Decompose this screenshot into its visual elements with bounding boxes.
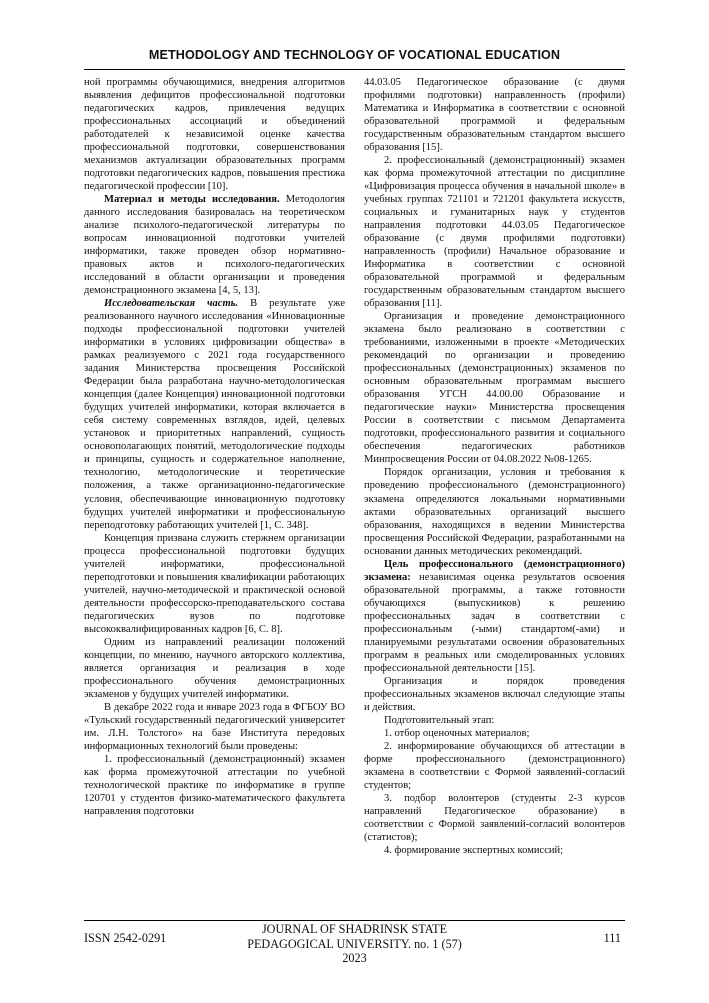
page-footer (84, 922, 625, 965)
paragraph-text: Порядок организации, условия и требования к проведению профессионального (демонстрационного) экзамена определяются локальными нормативными актами образовательных организаций высшего образования, находящихся в ведении Министерства просвещения Российской Федерации, разработанными на основании данных методических рекомендаций. (364, 467, 625, 557)
left-column (84, 76, 345, 818)
paragraph (364, 792, 625, 844)
paragraph-text: ной программы обучающимися, внедрения алгоритмов выявления дефицитов профессиональной подготовки педагогических кадров, привлечения ведущих профессиональных ассоциаций и объединений работодателей к независимой оценке качества профессиональной подготовки, совершенствования механизмов актуализации образовательных программ подготовки педагогических кадров, повышения престижа педагогической профессии [10]. (84, 77, 345, 193)
paragraph-lead: Материал и методы исследования. (104, 194, 280, 206)
running-header: METHODOLOGY AND TECHNOLOGY OF VOCATIONAL EDUCATION (148, 48, 561, 62)
paragraph (84, 753, 345, 818)
paragraph-text: Концепция призвана служить стержнем организации процесса профессиональной подготовки будущих учителей информатики, профессиональной переподготовки и повышения квалификации работающих учителей, научно-методической и практической основой деятельности профессорско-преподавательского состава педагогических вузов по подготовке высококвалифицированных кадров [6, С. 8]. (84, 532, 345, 635)
paragraph-text: Одним из направлений реализации положений концепции, по мнению, научного авторского коллектива, является организация и реализация в ходе профессионального обучения демонстрационных экзаменов у будущих учителей информатики. (84, 636, 345, 700)
paragraph (364, 76, 625, 154)
issn-label: ISSN 2542-0291 (84, 931, 167, 945)
paragraph-text: 3. подбор волонтеров (студенты 2-3 курсов направлений Педагогическое образование) в соответствии с Формой заявлений-согласий волонтеров (статистов); (364, 792, 625, 843)
paragraph-text: 1. отбор оценочных материалов; (384, 727, 530, 739)
header-rule (84, 69, 625, 70)
paragraph (364, 558, 625, 675)
paragraph (364, 844, 625, 857)
paragraph (84, 701, 345, 753)
paragraph (364, 714, 625, 727)
paragraph (364, 154, 625, 310)
paragraph (364, 310, 625, 466)
paragraph-text: Подготовительный этап: (384, 714, 495, 726)
paragraph-text: Организация и порядок проведения профессиональных экзаменов включал следующие этапы и действия. (364, 675, 625, 713)
paragraph-lead: Исследовательская часть. (104, 298, 239, 310)
journal-name-line-1: JOURNAL OF SHADRINSK STATE (261, 922, 448, 936)
paragraph (364, 740, 625, 792)
paragraph-text: В декабре 2022 года и январе 2023 года в ФГБОУ ВО «Тульский государственный педагогический университет им. Л.Н. Толстого» на базе Института передовых информационных технологий были проведены: (84, 701, 345, 752)
paragraph (364, 675, 625, 714)
paragraph-text: 1. профессиональный (демонстрационный) экзамен как форма промежуточной аттестации по учебной технологической практике по информатике в группе 120701 у студентов физико-математического факультета направления подготовки (84, 753, 345, 817)
footer-rule (84, 920, 625, 921)
paragraph (364, 727, 625, 740)
paragraph-text: Методология данного исследования базировалась на теоретическом анализе психолого-педагогической литературы по вопросам инновационной подготовки учителей информатики, также проведен обзор нормативно-правовых актов и психолого-педагогических исследований в области организации и проведения демонстрационного экзамена [4, 5, 13]. (84, 194, 345, 297)
right-column (364, 76, 625, 857)
paragraph-text: В результате уже реализованного научного исследования «Инновационные подходы профессиональной подготовки учителей информатики в условиях цифровизации общества» в рамках реализуемого с 2021 года государственного задания Министерства просвещения Российской Федерации была разработана научно-методологическая концепция (далее Концепция) инновационной подготовки будущих учителей информатики, которая включается в себя систему современных взглядов, идей, целевых установок и приоритетных направлений, сущность основополагающих понятий, методологические подходы и принципы, сущность и содержательное наполнение, технологию, методологические и теоретические положения, а также организационно-педагогические условия, обеспечивающие инновационную подготовку будущих учителей информатики и профессиональную переподготовку работающих учителей [1, С. 348]. (84, 298, 346, 531)
paragraph (84, 76, 345, 193)
journal-name-line-2: PEDAGOGICAL UNIVERSITY. no. 1 (57) 2023 (247, 936, 462, 965)
paragraph (84, 636, 345, 701)
paragraph-lead: Цель профессионального (демонстрационного) экзамена: (364, 558, 625, 583)
paragraph (84, 193, 345, 297)
paragraph-text: 4. формирование экспертных комиссий; (384, 844, 564, 856)
page-number: 111 (603, 931, 621, 945)
paragraph (364, 466, 625, 557)
paragraph-text: 2. информирование обучающихся об аттестации в форме профессионального (демонстрационного) экзамена в соответствии с Формой заявлений-согласий студентов; (364, 740, 625, 791)
paragraph-text: 2. профессиональный (демонстрационный) экзамен как форма промежуточной аттестации по дисциплине «Цифровизация процесса обучения в начальной школе» в учебных группах 721101 и 721201 факультета искусств, социальных и гуманитарных наук у студентов направления подготовки 44.03.05 Педагогическое образование (с двумя профилями подготовки) направленность (профили) Начальное образование и Информатика в соответствии с основной образовательной программой и федеральным государственным образовательным стандартом высшего образования [11]. (364, 155, 625, 310)
paragraph-text: Организация и проведение демонстрационного экзамена было реализовано в соответствии с требованиями, изложенными в проекте «Методических рекомендаций по организации и проведению профессиональных (демонстрационных) экзаменов по основным образовательным программам высшего образования УГСН 44.00.00 Образование и педагогические науки» Министерства просвещения России в соответствии с письмом Департамента подготовки, профессионального развития и социального обеспечения педагогических работников Минпросвещения России от 04.08.2022 №08-1265. (364, 311, 625, 466)
paragraph-text: независимая оценка результатов освоения образовательной программы, а также готовности обучающихся (выпускников) к решению профессиональных задач в соответствии с профессиональным (-ыми) стандартом(-ами) и планируемыми результатами освоения образовательных программ в реальных или смоделированных условиях профессиональной деятельности [15]. (364, 571, 625, 674)
journal-name (234, 922, 475, 966)
paragraph-text: 44.03.05 Педагогическое образование (с двумя профилями подготовки) направленность (профили) Математика и Информатика в соответствии с основной образовательной программой и федеральным государственным образовательным стандартом высшего образования [15]. (364, 77, 625, 154)
paragraph (84, 297, 345, 531)
paragraph (84, 532, 345, 636)
